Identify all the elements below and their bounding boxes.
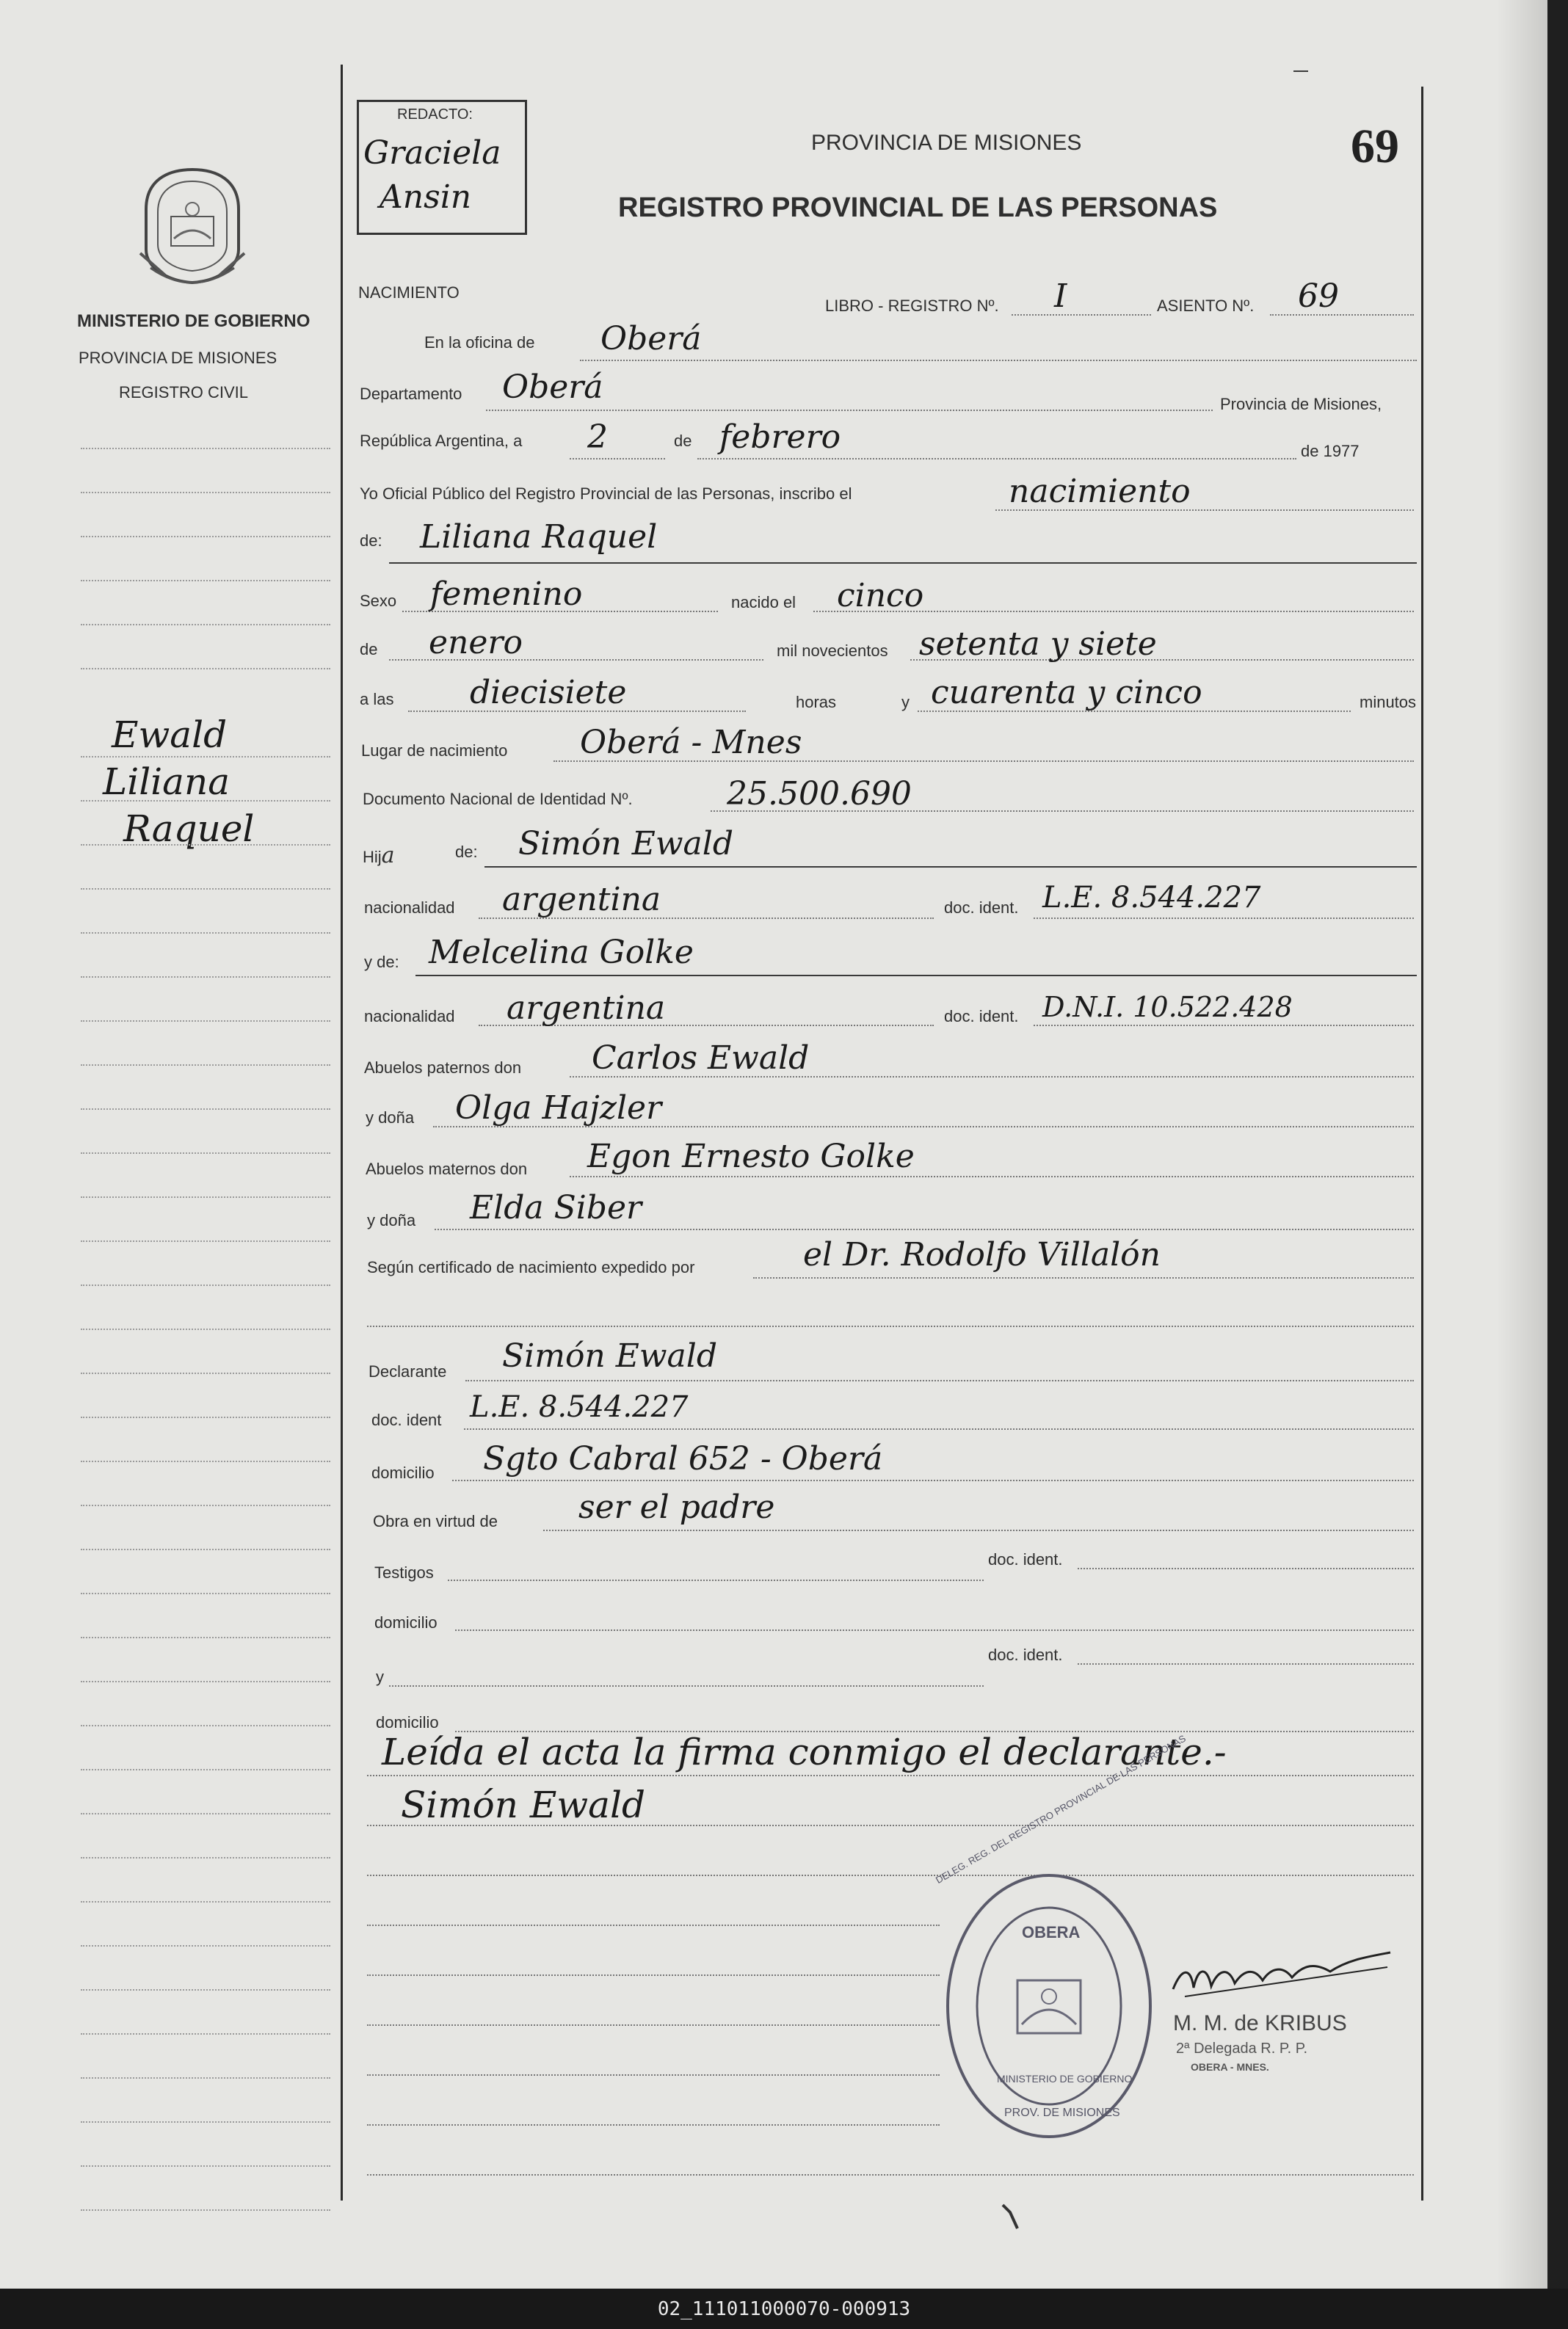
left-rule bbox=[81, 1549, 330, 1550]
madre-nac-value: argentina bbox=[507, 989, 666, 1027]
left-rule bbox=[81, 1681, 330, 1682]
sexo-label: Sexo bbox=[360, 592, 397, 610]
signatory-title: 2ª Delegada R. P. P. bbox=[1176, 2041, 1308, 2057]
obra-rule bbox=[543, 1530, 1414, 1531]
left-rule bbox=[81, 756, 330, 757]
mil-value: setenta y siete bbox=[919, 625, 1157, 663]
lower-rule bbox=[367, 1825, 1414, 1826]
certificado-label: Según certificado de nacimiento expedido por bbox=[367, 1258, 695, 1276]
hija-label bbox=[363, 843, 395, 868]
departamento-value: Oberá bbox=[502, 368, 603, 406]
left-rule bbox=[81, 1857, 330, 1859]
abuela-pat-value: Olga Hajzler bbox=[455, 1089, 662, 1127]
lower-rule bbox=[367, 2024, 940, 2026]
testigos-doc-label: doc. ident. bbox=[988, 1550, 1063, 1569]
left-rule bbox=[81, 1725, 330, 1726]
mes-value: febrero bbox=[719, 418, 841, 456]
hija-de-label: de: bbox=[455, 843, 478, 861]
padre-rule bbox=[484, 866, 1417, 868]
left-rule bbox=[81, 1505, 330, 1506]
anio-label: de 1977 bbox=[1301, 442, 1360, 460]
testigos-label: Testigos bbox=[374, 1563, 434, 1582]
asiento-rule bbox=[1270, 314, 1414, 316]
madre-rule bbox=[415, 975, 1417, 976]
dia-rule bbox=[570, 458, 665, 459]
lower-rule bbox=[367, 2174, 1414, 2176]
left-rule bbox=[81, 1417, 330, 1418]
decl-doc-rule bbox=[464, 1428, 1414, 1430]
asiento-value: 69 bbox=[1298, 277, 1339, 315]
decl-doc-value: L.E. 8.544.227 bbox=[470, 1390, 689, 1424]
testigos-rule bbox=[448, 1580, 984, 1581]
abuelo-mat-value: Egon Ernesto Golke bbox=[587, 1138, 915, 1175]
declarant-signature: Simón Ewald bbox=[401, 1784, 645, 1826]
ministry-title: MINISTERIO DE GOBIERNO bbox=[77, 311, 311, 331]
minutos-value: cuarenta y cinco bbox=[931, 674, 1202, 711]
stamp-city: OBERA bbox=[1022, 1923, 1081, 1941]
file-id-bar: 02_111011000070-000913 bbox=[0, 2289, 1568, 2329]
abuela-mat-label: y doña bbox=[367, 1211, 416, 1229]
libro-value: I bbox=[1054, 277, 1067, 315]
left-rule bbox=[81, 1285, 330, 1286]
left-rule bbox=[81, 1901, 330, 1903]
nombre-value: Liliana Raquel bbox=[420, 518, 658, 556]
testigos-domicilio-rule bbox=[455, 1629, 1414, 1631]
pen-mark bbox=[998, 2202, 1020, 2231]
alas-label: a las bbox=[360, 690, 394, 708]
republica-label: República Argentina, a bbox=[360, 432, 523, 450]
left-rule bbox=[81, 668, 330, 669]
stamp-ring-text: DELEG. REG. DEL REGISTRO PROVINCIAL DE LAS PERSONAS bbox=[934, 1732, 1188, 1886]
testigo2-rule bbox=[389, 1685, 984, 1687]
abuelo-pat-value: Carlos Ewald bbox=[592, 1039, 810, 1077]
padre-doc-label: doc. ident. bbox=[944, 898, 1019, 917]
left-rule bbox=[81, 1108, 330, 1110]
left-rule bbox=[81, 1373, 330, 1374]
left-rule bbox=[81, 624, 330, 625]
left-rule bbox=[81, 2209, 330, 2211]
hija-prefix: Hij bbox=[363, 848, 382, 866]
record-type-label: NACIMIENTO bbox=[358, 283, 460, 302]
left-rule bbox=[81, 2077, 330, 2079]
lower-rule bbox=[367, 1875, 1414, 1876]
testigo2-doc-label: doc. ident. bbox=[988, 1646, 1063, 1664]
left-rule bbox=[81, 1240, 330, 1242]
ministry-province: PROVINCIA DE MISIONES bbox=[79, 349, 277, 367]
stamp-province: PROV. DE MISIONES bbox=[1004, 2107, 1120, 2119]
domicilio-value: Sgto Cabral 652 - Oberá bbox=[483, 1440, 883, 1478]
left-rule bbox=[81, 492, 330, 493]
certificado-rule bbox=[753, 1277, 1414, 1279]
madre-nac-label: nacionalidad bbox=[364, 1007, 455, 1025]
province-heading: PROVINCIA DE MISIONES bbox=[811, 131, 1082, 155]
obra-value: ser el padre bbox=[578, 1489, 775, 1526]
ministry-civil-registry: REGISTRO CIVIL bbox=[119, 383, 249, 402]
departamento-rule bbox=[486, 410, 1213, 411]
certificado-value: el Dr. Rodolfo Villalón bbox=[803, 1236, 1161, 1273]
abuelos-mat-label: Abuelos maternos don bbox=[366, 1160, 528, 1178]
lugar-label: Lugar de nacimiento bbox=[361, 741, 508, 760]
left-rule bbox=[81, 800, 330, 802]
left-rule bbox=[81, 1637, 330, 1638]
horas-label: horas bbox=[796, 693, 837, 711]
redacto-signature-first: Graciela bbox=[363, 134, 501, 172]
declarante-value: Simón Ewald bbox=[502, 1337, 718, 1375]
abuela-mat-value: Elda Siber bbox=[470, 1189, 642, 1227]
abuelos-pat-label: Abuelos paternos don bbox=[364, 1058, 522, 1077]
dia-de-label: de bbox=[674, 432, 692, 450]
top-tick bbox=[1293, 70, 1308, 72]
madre-doc-value: D.N.I. 10.522.428 bbox=[1042, 991, 1293, 1023]
signatory-place: OBERA - MNES. bbox=[1191, 2061, 1269, 2073]
asiento-label: ASIENTO Nº. bbox=[1157, 297, 1255, 315]
page-shadow bbox=[1496, 0, 1547, 2289]
inscribo-value: nacimiento bbox=[1009, 473, 1191, 510]
lower-rule bbox=[367, 2074, 940, 2076]
mil-label: mil novecientos bbox=[777, 642, 888, 660]
margin-note-second-name: Raquel bbox=[123, 807, 255, 850]
right-frame-line bbox=[1421, 87, 1423, 2201]
hora-value: diecisiete bbox=[470, 674, 627, 711]
provincia-label: Provincia de Misiones, bbox=[1220, 395, 1382, 413]
left-rule bbox=[81, 1064, 330, 1066]
nac-mes-value: enero bbox=[429, 624, 523, 661]
dni-value: 25.500.690 bbox=[727, 775, 912, 813]
oficial-text: Yo Oficial Público del Registro Provincial de las Personas, inscribo el bbox=[360, 484, 852, 503]
left-rule bbox=[81, 2033, 330, 2035]
domicilio-rule bbox=[452, 1480, 1414, 1481]
lower-rule bbox=[367, 2124, 940, 2126]
registry-heading: REGISTRO PROVINCIAL DE LAS PERSONAS bbox=[618, 192, 1218, 223]
hija-suffix: a bbox=[381, 843, 395, 868]
left-rule bbox=[81, 1813, 330, 1814]
madre-label: y de: bbox=[364, 953, 399, 971]
left-rule bbox=[81, 1020, 330, 1022]
left-rule bbox=[81, 932, 330, 934]
provincial-seal bbox=[136, 165, 250, 286]
sexo-value: femenino bbox=[430, 575, 583, 613]
page-number: 69 bbox=[1351, 120, 1399, 173]
left-rule bbox=[81, 844, 330, 846]
left-rule bbox=[81, 976, 330, 978]
left-rule bbox=[81, 2165, 330, 2167]
left-rule bbox=[81, 1769, 330, 1770]
minutos-label: minutos bbox=[1360, 693, 1417, 711]
obra-label: Obra en virtud de bbox=[373, 1512, 498, 1530]
departamento-label: Departamento bbox=[360, 385, 462, 403]
abuela-mat-rule bbox=[435, 1229, 1414, 1230]
nacido-label: nacido el bbox=[731, 593, 796, 611]
certificado-rule-2 bbox=[367, 1326, 1414, 1327]
testigo2-domicilio-label: domicilio bbox=[376, 1713, 439, 1732]
madre-doc-label: doc. ident. bbox=[944, 1007, 1019, 1025]
padre-nac-value: argentina bbox=[502, 881, 661, 918]
libro-rule bbox=[1012, 314, 1151, 316]
abuela-pat-label: y doña bbox=[366, 1108, 415, 1127]
left-rule bbox=[81, 2121, 330, 2123]
left-rule bbox=[81, 1152, 330, 1154]
left-rule bbox=[81, 1461, 330, 1462]
left-rule bbox=[81, 1196, 330, 1198]
testigo2-doc-rule bbox=[1078, 1663, 1414, 1665]
padre-nac-label: nacionalidad bbox=[364, 898, 455, 917]
mes-rule bbox=[697, 458, 1296, 459]
oficina-value: Oberá bbox=[600, 320, 702, 357]
redacto-box bbox=[357, 100, 527, 235]
oficina-rule bbox=[580, 360, 1417, 361]
signatory-name: M. M. de KRIBUS bbox=[1173, 2011, 1347, 2035]
left-rule bbox=[81, 580, 330, 581]
lugar-value: Oberá - Mnes bbox=[580, 724, 802, 761]
declarante-rule bbox=[465, 1380, 1414, 1381]
nombre-label: de: bbox=[360, 531, 382, 550]
padre-value: Simón Ewald bbox=[518, 825, 734, 862]
declarante-label: Declarante bbox=[369, 1362, 447, 1381]
madre-value: Melcelina Golke bbox=[429, 934, 694, 971]
margin-note-surname: Ewald bbox=[112, 713, 228, 756]
left-rule bbox=[81, 1329, 330, 1330]
left-rule bbox=[81, 448, 330, 449]
margin-note-name: Liliana bbox=[103, 760, 230, 803]
lower-rule bbox=[367, 1974, 940, 1976]
testigos-doc-rule bbox=[1078, 1568, 1414, 1569]
left-rule bbox=[81, 1945, 330, 1947]
left-frame-line bbox=[341, 65, 343, 2201]
lower-rule bbox=[367, 1925, 940, 1926]
mes-de-label: de bbox=[360, 640, 378, 658]
official-stamp bbox=[934, 1732, 1188, 2142]
abuelo-mat-rule bbox=[570, 1176, 1414, 1177]
padre-doc-rule bbox=[1034, 918, 1414, 919]
left-rule bbox=[81, 1989, 330, 1991]
official-signature bbox=[1167, 1945, 1402, 2004]
testigos-domicilio-label: domicilio bbox=[374, 1613, 438, 1632]
left-rule bbox=[81, 1593, 330, 1594]
lower-rule bbox=[367, 1775, 1414, 1776]
redacto-label: REDACTO: bbox=[397, 106, 473, 123]
padre-doc-value: L.E. 8.544.227 bbox=[1042, 881, 1261, 915]
libro-label: LIBRO - REGISTRO Nº. bbox=[825, 297, 999, 315]
left-rule bbox=[81, 536, 330, 537]
left-rule bbox=[81, 888, 330, 890]
dia-value: 2 bbox=[587, 418, 608, 456]
stamp-lower-text: MINISTERIO DE GOBIERNO bbox=[997, 2073, 1133, 2085]
decl-doc-label: doc. ident bbox=[371, 1411, 442, 1429]
nombre-rule bbox=[389, 562, 1417, 564]
redacto-signature-last: Ansin bbox=[380, 178, 472, 216]
closing-statement: Leída el acta la firma conmigo el declarante.- bbox=[382, 1731, 1227, 1773]
oficina-label: En la oficina de bbox=[424, 333, 535, 352]
nacido-value: cinco bbox=[837, 577, 924, 614]
domicilio-label: domicilio bbox=[371, 1464, 435, 1482]
y-label: y bbox=[901, 693, 910, 711]
madre-doc-rule bbox=[1034, 1025, 1414, 1026]
testigo2-y-label: y bbox=[376, 1668, 384, 1686]
dni-label: Documento Nacional de Identidad Nº. bbox=[363, 790, 633, 808]
